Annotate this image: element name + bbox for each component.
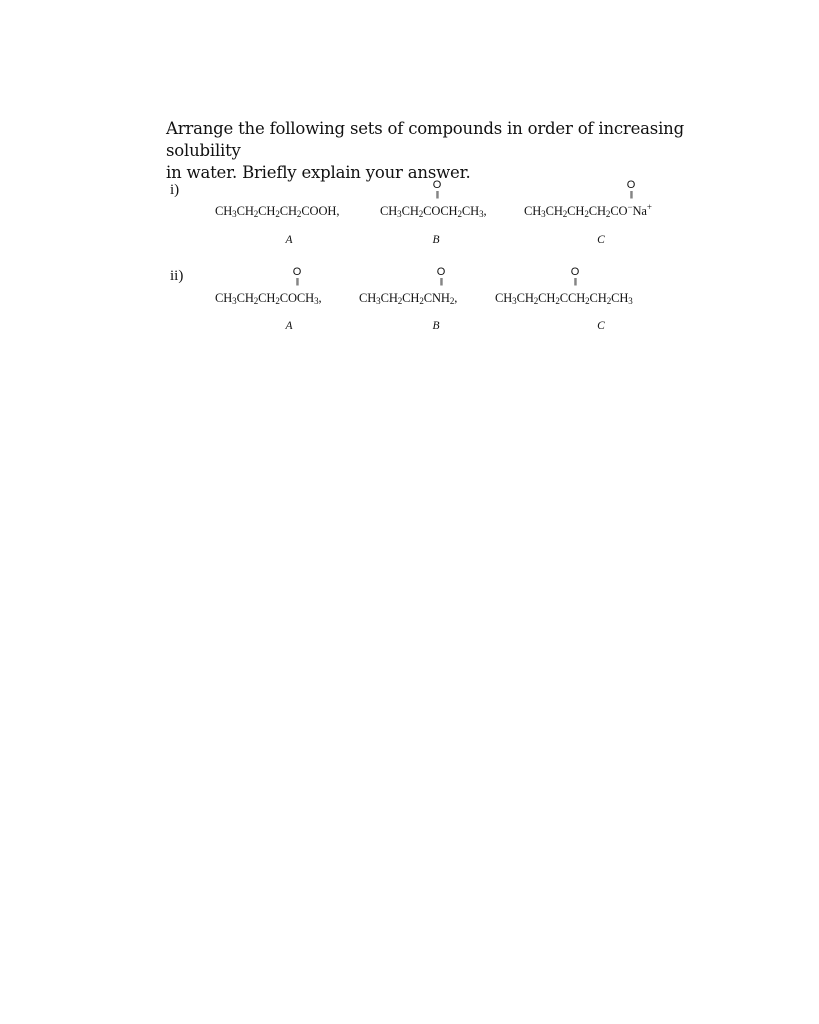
oxygen-atom: O <box>432 179 442 191</box>
oxygen-atom: O <box>292 266 302 278</box>
set-label-i: i) <box>170 182 180 198</box>
carbonyl-group-ii-b <box>434 267 448 286</box>
compound-letter-ii-a: A <box>285 320 293 332</box>
carbonyl-group-i-b <box>430 180 444 199</box>
compound-i-b: $CH_3CH_2COCH_2CH_3$, <box>380 204 487 219</box>
carbonyl-group-ii-c <box>568 267 582 286</box>
carbonyl-group-ii-a <box>290 267 304 286</box>
compound-letter-ii-b: B <box>432 320 440 332</box>
double-bond: || <box>573 277 577 286</box>
compound-letter-i-b: B <box>432 234 440 246</box>
compound-i-a: $CH_3CH_2CH_2CH_2COOH$, <box>215 204 340 219</box>
compound-i-c: $CH_3CH_2CH_2CH_2CO^-Na^+$ <box>524 202 652 219</box>
compound-ii-a: $CH_3CH_2CH_2COCH_3$, <box>215 291 322 306</box>
compound-letter-ii-c: C <box>597 320 605 332</box>
compound-letter-i-c: C <box>597 234 605 246</box>
oxygen-atom: O <box>436 266 446 278</box>
compound-letter-i-a: A <box>285 234 293 246</box>
double-bond: || <box>295 277 299 286</box>
double-bond: || <box>435 190 439 199</box>
set-label-ii: ii) <box>170 268 184 284</box>
question-line-2: in water. Briefly explain your answer. <box>166 163 471 182</box>
oxygen-atom: O <box>570 266 580 278</box>
double-bond: || <box>629 190 633 199</box>
compound-ii-c: $CH_3CH_2CH_2CCH_2CH_2CH_3$ <box>495 291 633 306</box>
compound-ii-b: $CH_3CH_2CH_2CNH_2$, <box>359 291 458 306</box>
question-text <box>166 118 726 184</box>
oxygen-atom: O <box>626 179 636 191</box>
double-bond: || <box>439 277 443 286</box>
question-line-1: Arrange the following sets of compounds in order of increasing solubility <box>166 119 684 160</box>
carbonyl-group-i-c <box>624 180 638 199</box>
